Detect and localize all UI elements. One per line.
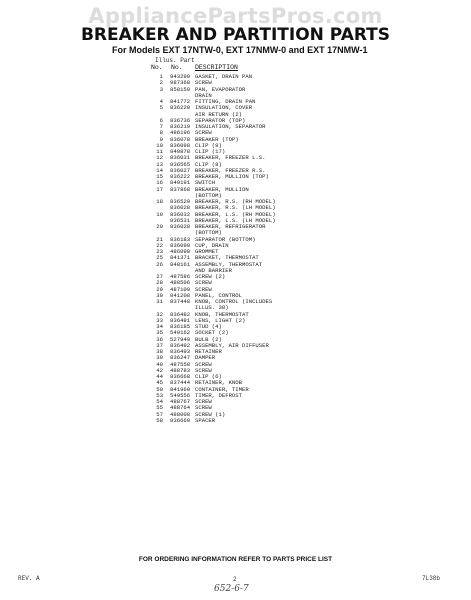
part-number: 841772 bbox=[170, 98, 191, 105]
part-description: CLIP (8) bbox=[195, 160, 222, 168]
part-description: SOCKET (2) bbox=[195, 329, 229, 337]
part-number: 488764 bbox=[170, 404, 191, 412]
parts-row bbox=[151, 418, 351, 424]
part-description: BREAKER, MULLION (TOP) bbox=[195, 173, 269, 180]
part-illus-no: 40 bbox=[156, 360, 163, 368]
part-number: 527949 bbox=[170, 335, 191, 343]
part-number: 848161 bbox=[170, 260, 191, 268]
watermark: AppliancePartsPros.com bbox=[88, 4, 383, 28]
part-number: 836027 bbox=[170, 166, 191, 174]
part-number: 836481 bbox=[170, 316, 191, 324]
part-description: BREAKER, FREEZER L.S. bbox=[195, 154, 266, 162]
part-illus-no: 50 bbox=[156, 385, 163, 393]
models-subtitle: For Models EXT 17NTW-0, EXT 17NMW-0 and EXT 17NMW-1 bbox=[112, 45, 368, 55]
part-illus-no: 20 bbox=[156, 223, 163, 230]
part-description: KNOB, CONTROL (INCLUDES bbox=[195, 298, 273, 305]
part-description: KNOB, THERMOSTAT bbox=[195, 310, 249, 318]
part-description: SCREW bbox=[195, 279, 212, 287]
part-description: BREAKER, FREEZER R.S. bbox=[195, 166, 266, 174]
part-description: RETAINER, KNOB bbox=[195, 379, 242, 387]
part-illus-no: 38 bbox=[156, 348, 163, 355]
part-number: 836031 bbox=[170, 154, 191, 162]
part-description: SCREW bbox=[195, 360, 212, 368]
part-number: 488506 bbox=[170, 279, 191, 287]
column-header-no: No. bbox=[151, 64, 163, 71]
part-number: 488767 bbox=[170, 398, 191, 405]
part-illus-no: 44 bbox=[156, 373, 163, 380]
part-description: CLIP (17) bbox=[195, 148, 226, 155]
part-illus-no: 15 bbox=[156, 173, 163, 180]
part-illus-no: 1 bbox=[159, 73, 163, 80]
part-illus-no: 16 bbox=[156, 179, 163, 187]
part-description: BREAKER, REFRIGERATOR bbox=[195, 223, 266, 230]
part-description: INSULATION, COVER bbox=[195, 104, 253, 112]
part-number: 488008 bbox=[170, 410, 191, 418]
part-description: ASSEMBLY, THERMOSTAT bbox=[195, 260, 263, 268]
part-illus-no: 33 bbox=[156, 316, 163, 324]
part-illus-no: 36 bbox=[156, 335, 163, 343]
part-number: 836078 bbox=[170, 135, 191, 143]
part-number: 837444 bbox=[170, 379, 191, 387]
column-header-description: DESCRIPTION bbox=[195, 64, 238, 71]
part-illus-no: 6 bbox=[159, 116, 163, 124]
part-number: 487109 bbox=[170, 285, 191, 293]
part-illus-no: 9 bbox=[159, 135, 163, 143]
part-number: 836529 bbox=[170, 198, 191, 205]
part-description: BREAKER, R.S. (LH MODEL) bbox=[195, 204, 276, 212]
part-description: SCREW bbox=[195, 404, 212, 412]
part-illus-no: 14 bbox=[156, 166, 163, 174]
part-illus-no: 26 bbox=[156, 260, 163, 268]
part-description: SCREW bbox=[195, 79, 212, 87]
part-number: 836028 bbox=[170, 223, 191, 230]
part-description: INSULATION, SEPARATOR bbox=[195, 123, 266, 130]
part-number: 487558 bbox=[170, 360, 191, 368]
part-number: 837448 bbox=[170, 298, 191, 305]
part-description: CUP, DRAIN bbox=[195, 241, 229, 249]
part-illus-no: 10 bbox=[156, 141, 163, 149]
part-description: CLIP (9) bbox=[195, 141, 222, 149]
part-number: 836099 bbox=[170, 241, 191, 249]
part-description: BREAKER, L.S. (RH MODEL) bbox=[195, 210, 276, 218]
part-number: 943299 bbox=[170, 73, 191, 80]
part-description: (BOTTOM) bbox=[195, 229, 222, 237]
part-number: 836098 bbox=[170, 141, 191, 149]
part-number: 849191 bbox=[170, 179, 191, 187]
part-description: GROMMET bbox=[195, 248, 219, 255]
part-illus-no: 58 bbox=[156, 416, 163, 424]
part-illus-no: 23 bbox=[156, 248, 163, 255]
part-illus-no: 27 bbox=[156, 273, 163, 280]
part-description: BREAKER, R.S. (RH MODEL) bbox=[195, 198, 276, 205]
part-number: 836668 bbox=[170, 373, 191, 380]
handwritten-note: 652-6-7 bbox=[214, 584, 249, 594]
part-number: 836185 bbox=[170, 323, 191, 330]
part-description: ILLUS. 38) bbox=[195, 304, 229, 312]
column-header-part: No. bbox=[171, 64, 183, 71]
part-number: 836482 bbox=[170, 310, 191, 318]
part-illus-no: 29 bbox=[156, 285, 163, 293]
ordering-note: FOR ORDERING INFORMATION REFER TO PARTS PRICE LIST bbox=[138, 556, 333, 563]
part-description: (BOTTOM) bbox=[195, 191, 222, 199]
part-description: STUD (4) bbox=[195, 323, 222, 330]
part-number: 836247 bbox=[170, 354, 191, 362]
part-illus-no: 37 bbox=[156, 341, 163, 349]
part-number: 836222 bbox=[170, 173, 191, 180]
part-number: 836531 bbox=[170, 216, 191, 224]
part-illus-no: 8 bbox=[159, 129, 163, 137]
part-description: SEPARATOR (TOP) bbox=[195, 116, 246, 124]
part-description: AND BARRIER bbox=[195, 266, 232, 274]
part-number: 836660 bbox=[170, 416, 191, 424]
part-illus-no: 18 bbox=[156, 198, 163, 205]
part-number: 836219 bbox=[170, 123, 191, 130]
page-title: BREAKER AND PARTITION PARTS bbox=[80, 25, 391, 45]
part-description: GASKET, DRAIN PAN bbox=[195, 73, 253, 80]
part-description: RETAINER bbox=[195, 348, 222, 355]
part-description: BULB (2) bbox=[195, 335, 222, 343]
part-number: 987368 bbox=[170, 79, 191, 87]
part-description: PAN, EVAPORATOR bbox=[195, 85, 246, 93]
part-description: DRAIN bbox=[195, 91, 212, 99]
part-illus-no: 17 bbox=[156, 185, 163, 193]
part-description: ASSEMBLY, AIR DIFFUSER bbox=[195, 341, 269, 349]
part-illus-no: 35 bbox=[156, 329, 163, 337]
part-description: TIMER, DEFROST bbox=[195, 391, 242, 399]
part-number: 841371 bbox=[170, 254, 191, 262]
part-number: 837868 bbox=[170, 185, 191, 193]
part-number: 836032 bbox=[170, 210, 191, 218]
document-code: 7L38b bbox=[422, 575, 441, 582]
part-description: BRACKET, THERMOSTAT bbox=[195, 254, 259, 262]
part-description: SCREW (2) bbox=[195, 273, 226, 280]
part-number: 836028 bbox=[170, 204, 191, 212]
part-illus-no: 21 bbox=[156, 235, 163, 243]
part-illus-no: 28 bbox=[156, 279, 163, 287]
part-illus-no: 19 bbox=[156, 210, 163, 218]
part-number: 486196 bbox=[170, 129, 191, 137]
part-illus-no: 34 bbox=[156, 323, 163, 330]
part-number: 836493 bbox=[170, 348, 191, 355]
part-illus-no: 13 bbox=[156, 160, 163, 168]
part-description: BREAKER (TOP) bbox=[195, 135, 239, 143]
part-description: SCREW bbox=[195, 129, 212, 137]
part-description: SEPARATOR (BOTTOM) bbox=[195, 235, 256, 243]
part-description: CONTAINER, TIMER bbox=[195, 385, 249, 393]
part-illus-no: 7 bbox=[159, 123, 163, 130]
part-illus-no: 45 bbox=[156, 379, 163, 387]
part-illus-no: 4 bbox=[159, 98, 163, 105]
part-illus-no: 39 bbox=[156, 354, 163, 362]
part-number: 487586 bbox=[170, 273, 191, 280]
illus-part-label: Illus. Part bbox=[155, 57, 195, 64]
part-description: SWITCH bbox=[195, 179, 216, 187]
part-number: 836220 bbox=[170, 104, 191, 112]
part-number: 841960 bbox=[170, 385, 191, 393]
part-number: 836183 bbox=[170, 235, 191, 243]
part-illus-no: 11 bbox=[156, 148, 163, 155]
part-description: AIR RETURN (2) bbox=[195, 110, 242, 118]
part-number: 836492 bbox=[170, 341, 191, 349]
part-number: 486098 bbox=[170, 248, 191, 255]
revision-label: REV. A bbox=[18, 575, 40, 582]
part-description: BREAKER, L.S. (LH MODEL) bbox=[195, 216, 276, 224]
part-description: SCREW (1) bbox=[195, 410, 226, 418]
part-number: 549162 bbox=[170, 329, 191, 337]
part-illus-no: 32 bbox=[156, 310, 163, 318]
part-illus-no: 3 bbox=[159, 85, 163, 93]
part-number: 488783 bbox=[170, 366, 191, 374]
part-number: 841208 bbox=[170, 291, 191, 299]
part-illus-no: 25 bbox=[156, 254, 163, 262]
part-description: FITTING, DRAIN PAN bbox=[195, 98, 256, 105]
part-number: 836565 bbox=[170, 160, 191, 168]
part-description: LENS, LIGHT (2) bbox=[195, 316, 246, 324]
part-description: PANEL, CONTROL bbox=[195, 291, 242, 299]
part-illus-no: 12 bbox=[156, 154, 163, 162]
part-description: SCREW bbox=[195, 366, 212, 374]
part-description: SCREW bbox=[195, 285, 212, 293]
part-description: DAMPER bbox=[195, 354, 216, 362]
part-illus-no: 54 bbox=[156, 398, 163, 405]
page-number: 2 bbox=[233, 576, 237, 583]
part-illus-no: 57 bbox=[156, 410, 163, 418]
part-description: SCREW bbox=[195, 398, 212, 405]
part-description: SPACER bbox=[195, 416, 216, 424]
part-illus-no: 55 bbox=[156, 404, 163, 412]
part-number: 836736 bbox=[170, 116, 191, 124]
parts-list bbox=[151, 74, 351, 424]
part-illus-no: 53 bbox=[156, 391, 163, 399]
part-illus-no: 22 bbox=[156, 241, 163, 249]
part-illus-no: 5 bbox=[159, 104, 163, 112]
part-number: 840878 bbox=[170, 148, 191, 155]
part-description: BREAKER, MULLION bbox=[195, 185, 249, 193]
part-number: 549556 bbox=[170, 391, 191, 399]
part-illus-no: 2 bbox=[159, 79, 163, 87]
part-number: 858159 bbox=[170, 85, 191, 93]
part-illus-no: 30 bbox=[156, 291, 163, 299]
part-illus-no: 31 bbox=[156, 298, 163, 305]
part-illus-no: 42 bbox=[156, 366, 163, 374]
part-description: CLIP (6) bbox=[195, 373, 222, 380]
